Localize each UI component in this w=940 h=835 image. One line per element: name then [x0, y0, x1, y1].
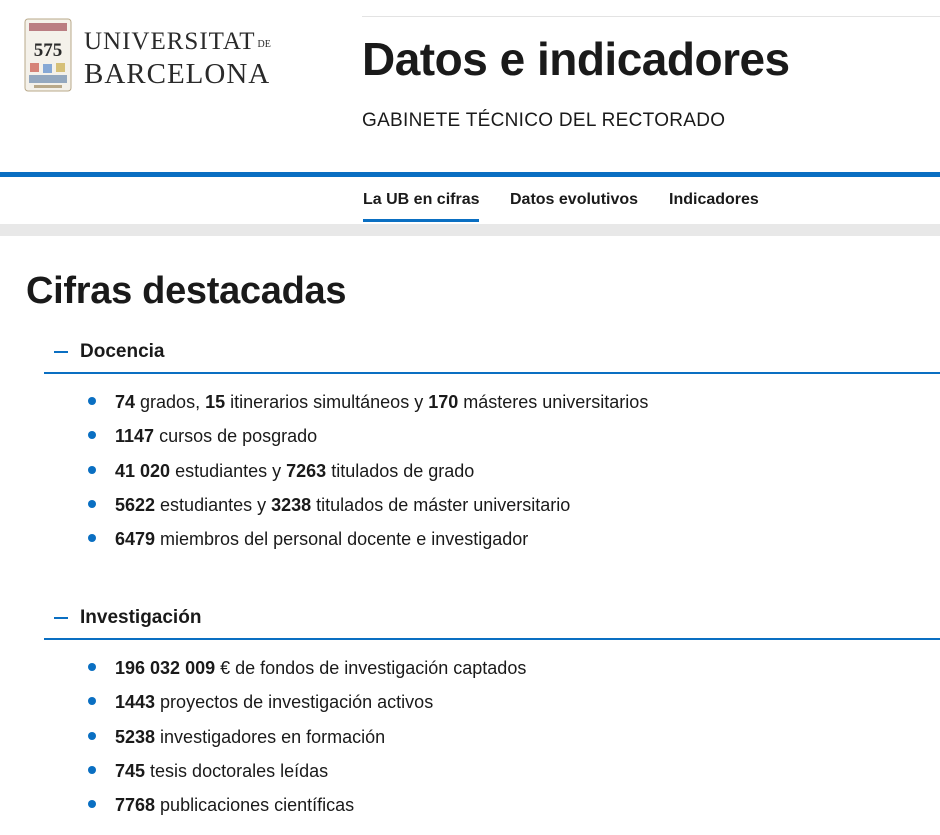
fact-text: másteres universitarios	[458, 392, 649, 412]
fact-figure: 5238	[115, 726, 156, 747]
university-logo[interactable]	[24, 18, 294, 94]
fact-text: proyectos de investigación activos	[155, 692, 434, 713]
fact-figure: 745	[115, 760, 146, 781]
site-subtitle: GABINETE TÉCNICO DEL RECTORADO	[362, 110, 726, 131]
fact-text: publicaciones científicas	[155, 795, 355, 816]
fact-text: investigadores en formación	[155, 726, 386, 747]
list-item	[88, 391, 648, 425]
bullet-icon	[88, 766, 96, 774]
section-divider	[44, 372, 940, 374]
fact-text: miembros del personal docente e investigador	[155, 529, 529, 550]
list-item	[88, 794, 526, 828]
logo-universitat: UNIVERSITAT	[84, 28, 256, 55]
site-header	[0, 0, 940, 172]
fact-figure: 15	[205, 392, 226, 412]
fact-text: estudiantes y	[155, 494, 272, 515]
facts-list-docencia	[88, 391, 648, 562]
fact-figure: 41 020	[115, 460, 171, 481]
fact-figure: 6479	[115, 529, 156, 550]
nav-item-ub-en-cifras[interactable]: La UB en cifras	[363, 191, 480, 208]
site-title[interactable]: Datos e indicadores	[362, 33, 790, 85]
fact-figure: 1443	[115, 692, 156, 713]
list-item	[88, 691, 526, 725]
section-title-investigacion: Investigación	[80, 607, 202, 628]
fact-text: titulados de grado	[326, 460, 475, 481]
fact-text: grados,	[135, 392, 206, 412]
fact-figure: 3238	[271, 494, 312, 515]
section-toggle-investigacion[interactable]	[44, 603, 940, 635]
bullet-icon	[88, 534, 96, 542]
facts-list-investigacion	[88, 657, 526, 828]
logo-line1	[84, 28, 271, 59]
nav-bottom-band	[0, 224, 940, 236]
list-item	[88, 760, 526, 794]
logo-de: DE	[257, 39, 271, 50]
fact-text: cursos de posgrado	[154, 426, 318, 447]
list-item	[88, 425, 648, 459]
collapse-icon	[54, 351, 68, 353]
header-divider	[362, 16, 940, 17]
fact-text: titulados de máster universitario	[311, 494, 571, 515]
list-item	[88, 726, 526, 760]
section-divider	[44, 638, 940, 640]
seal-icon	[24, 18, 72, 92]
fact-figure: 1147	[115, 426, 155, 447]
logo-barcelona: BARCELONA	[84, 58, 271, 90]
fact-figure: 74	[115, 392, 136, 412]
fact-text: tesis doctorales leídas	[145, 760, 329, 781]
section-toggle-docencia[interactable]	[44, 337, 940, 369]
main-nav	[0, 177, 940, 224]
nav-item-indicadores[interactable]: Indicadores	[669, 191, 759, 208]
fact-text: itinerarios simultáneos y	[225, 392, 429, 412]
bullet-icon	[88, 466, 96, 474]
bullet-icon	[88, 697, 96, 705]
bullet-icon	[88, 800, 96, 808]
fact-figure: 7768	[115, 795, 156, 816]
bullet-icon	[88, 397, 96, 405]
bullet-icon	[88, 663, 96, 671]
page-title: Cifras destacadas	[26, 270, 347, 312]
fact-text: € de fondos de investigación captados	[215, 658, 527, 678]
list-item	[88, 494, 648, 528]
list-item	[88, 528, 648, 562]
bullet-icon	[88, 500, 96, 508]
fact-figure: 5622	[115, 494, 156, 515]
section-title-docencia: Docencia	[80, 341, 165, 362]
nav-item-datos-evolutivos[interactable]: Datos evolutivos	[510, 191, 639, 208]
logo-wordmark	[84, 28, 271, 89]
fact-text: estudiantes y	[170, 460, 287, 481]
collapse-icon	[54, 617, 68, 619]
fact-figure: 170	[428, 392, 459, 412]
list-item	[88, 657, 526, 691]
fact-figure: 7263	[286, 460, 327, 481]
list-item	[88, 460, 648, 494]
fact-figure: 196 032 009	[115, 658, 216, 678]
bullet-icon	[88, 732, 96, 740]
seal-number: 575	[33, 40, 63, 61]
bullet-icon	[88, 431, 96, 439]
